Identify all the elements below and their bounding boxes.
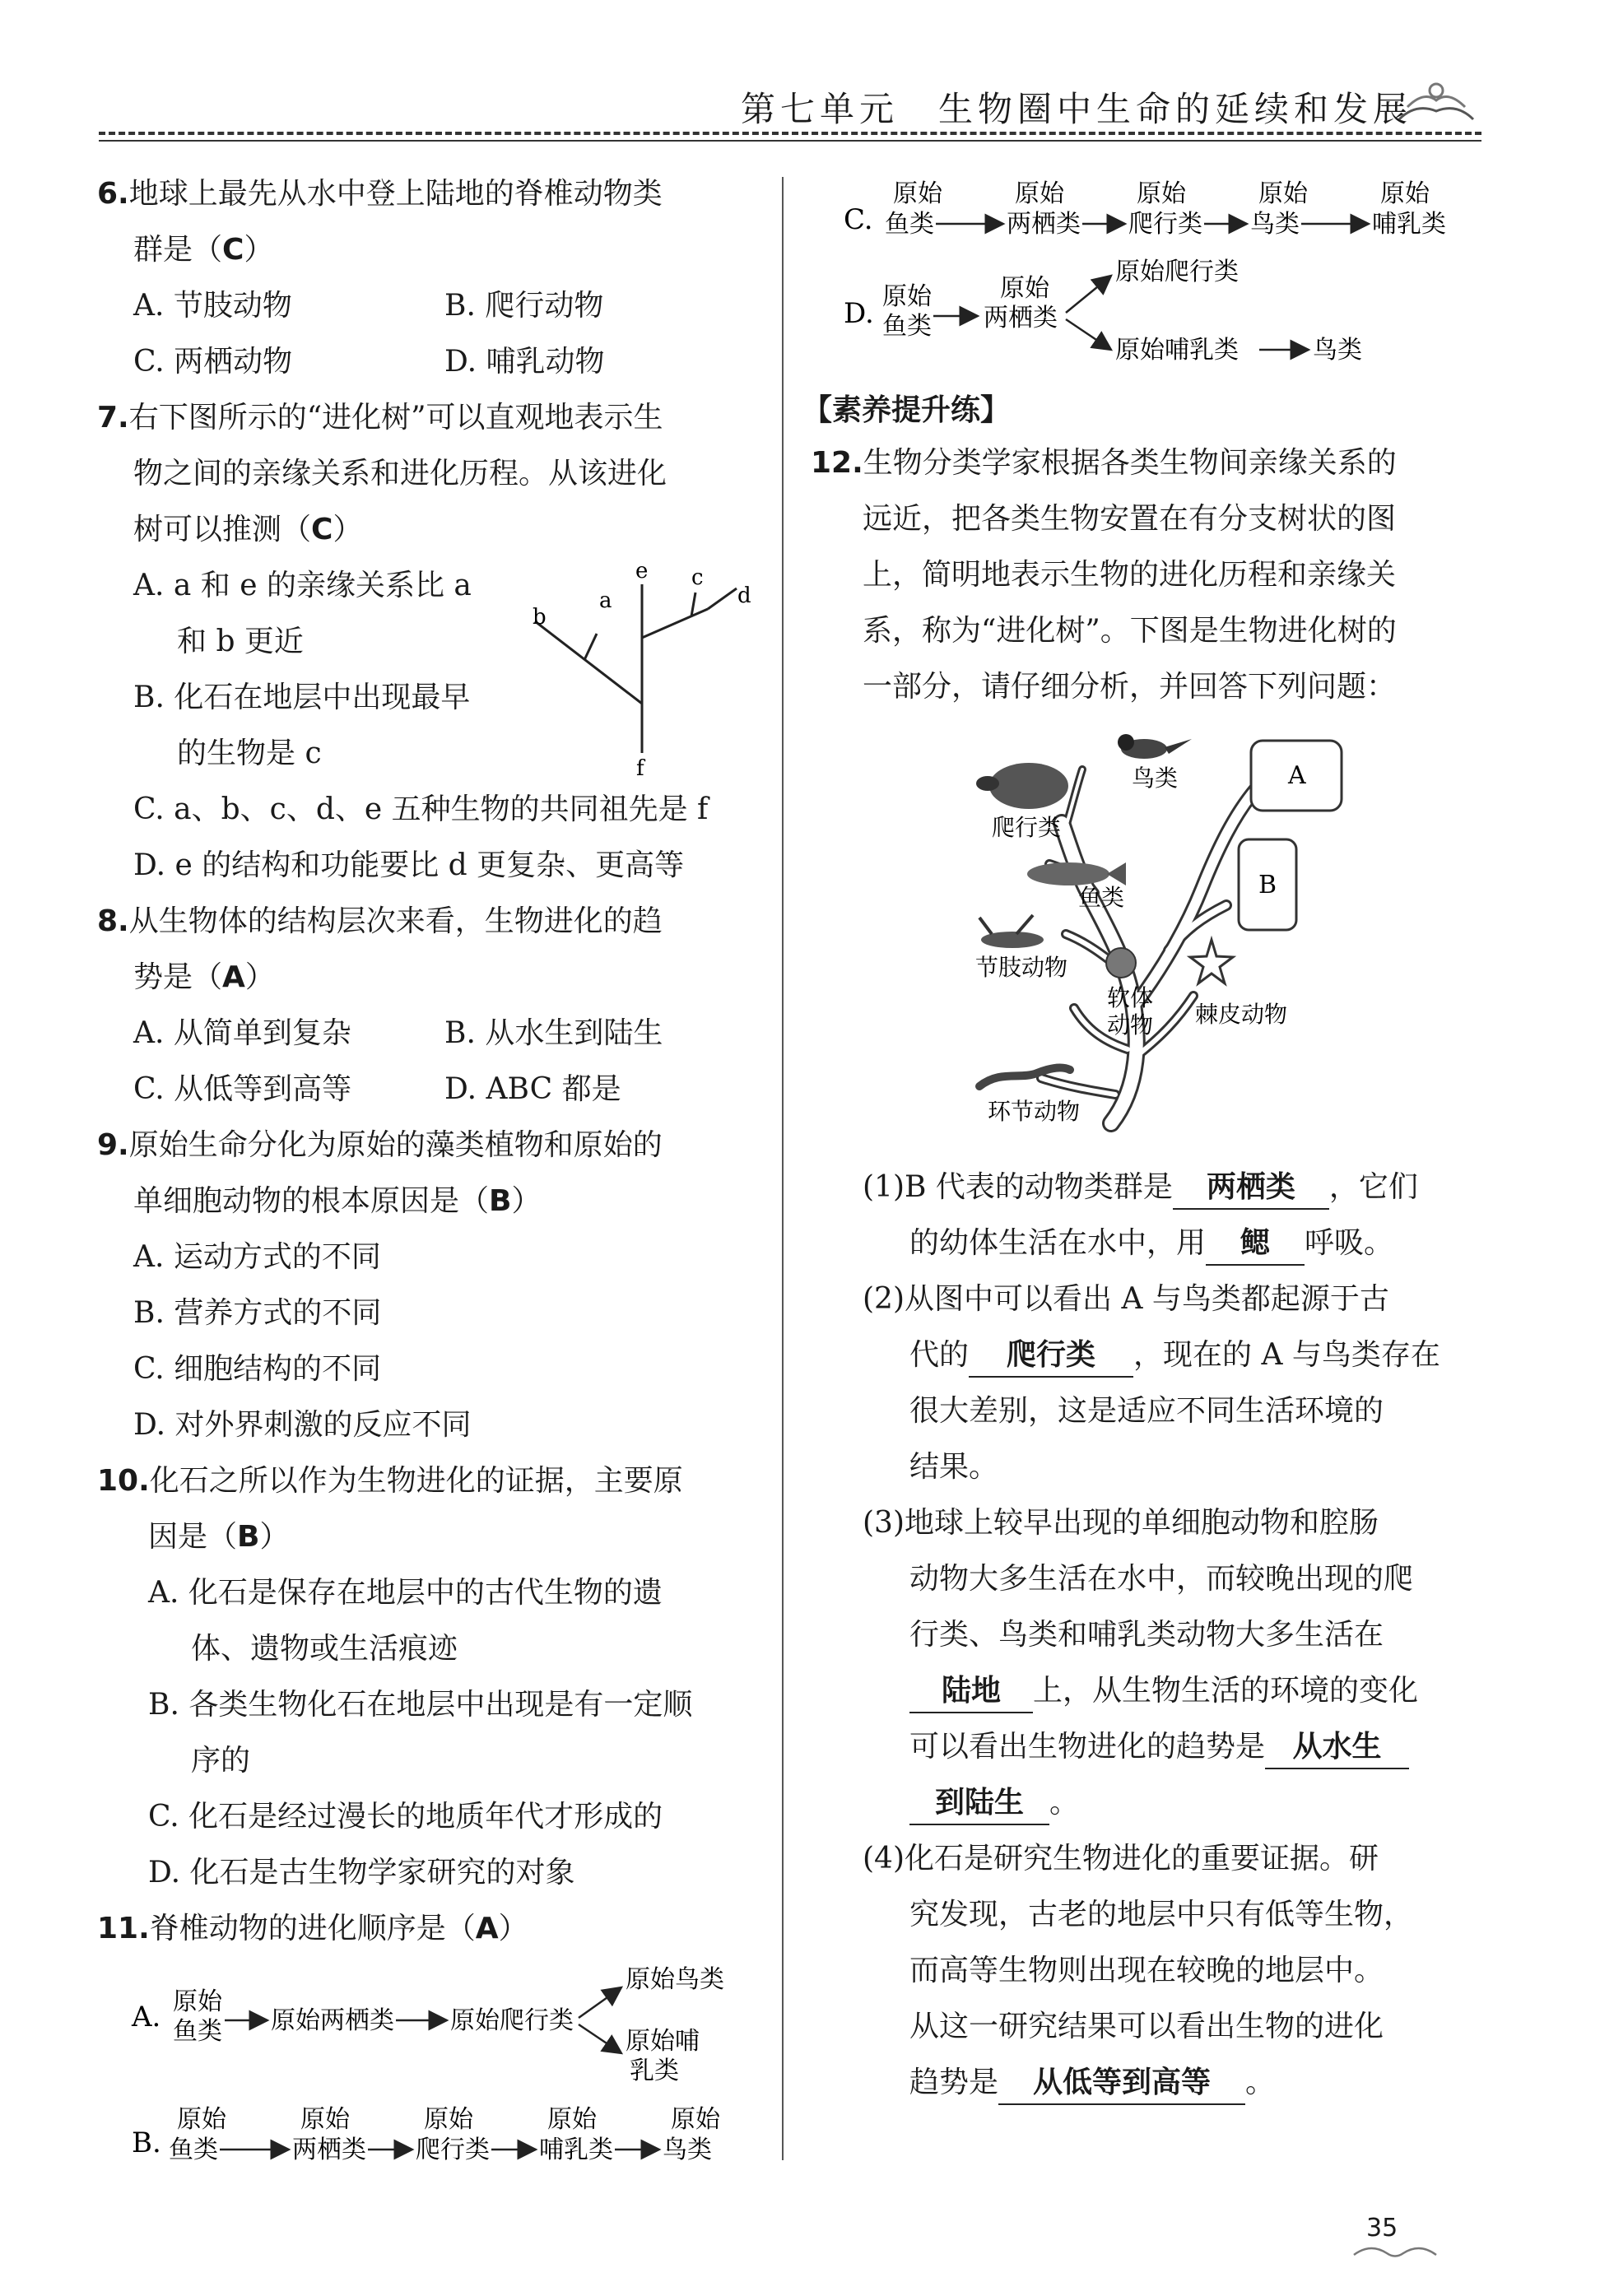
q11c-node-1-top: 原始: [893, 179, 942, 208]
turtle-icon: [976, 763, 1068, 809]
q11c-node-3-bottom: 爬行类: [1128, 210, 1202, 239]
q11d-lower-branch: 原始哺乳类: [1115, 336, 1239, 365]
q12-part-3: (3)地球上较早出现的单细胞动物和腔肠: [863, 1506, 1379, 1540]
question-7-stem-3: 树可以推测（C）: [133, 513, 363, 546]
q9-option-c: C. 细胞结构的不同: [133, 1352, 382, 1386]
q7-option-d: D. e 的结构和功能要比 d 更复杂、更高等: [133, 848, 685, 882]
question-10-stem-2: 因是（B）: [148, 1520, 290, 1554]
q12-part-4: (4)化石是研究生物进化的重要证据。研: [863, 1842, 1379, 1875]
q11c-node-5-top: 原始: [1380, 179, 1430, 208]
q7-evolution-tree-diagram: [519, 560, 765, 782]
q7-option-a: A. a 和 e 的亲缘关系比 a: [133, 569, 472, 602]
question-11: 11.脊椎动物的进化顺序是（A）: [97, 1912, 528, 1945]
q11a-node-2: 原始两栖类: [271, 2006, 394, 2035]
q11a-lower-branch-2: 乳类: [630, 2057, 679, 2082]
question-12-stem-4: 系，称为“进化树”。下图是生物进化树的: [863, 614, 1397, 648]
label-ruan-2: 动物: [1107, 1011, 1154, 1039]
q11b-node-3-top: 原始: [424, 2105, 473, 2134]
question-12-stem-5: 一部分，请仔细分析，并回答下列问题：: [863, 670, 1397, 704]
q11b-node-5-top: 原始: [671, 2105, 720, 2134]
header-dashed-rule: [99, 132, 1481, 135]
q11-option-a-diagram: [128, 1959, 753, 2082]
q12-blank-5b[interactable]: 到陆生: [909, 1782, 1049, 1825]
q11a-node-1-bottom: 鱼类: [173, 2017, 222, 2046]
q8-option-c: C. 从低等到高等: [133, 1072, 352, 1106]
question-7: 7.右下图所示的“进化树”可以直观地表示生: [97, 401, 663, 435]
q10-option-c: C. 化石是经过漫长的地质年代才形成的: [148, 1800, 663, 1834]
q11a-node-1-top: 原始: [173, 1987, 222, 2016]
q11-option-c-letter: C.: [844, 203, 873, 236]
q11c-node-3-top: 原始: [1137, 179, 1186, 208]
q12-part-1: (1)B 代表的动物类群是 两栖类 ，它们: [863, 1160, 1418, 1215]
q12-part-2-line-2: 代的 爬行类 ，现在的 A 与鸟类存在: [909, 1328, 1440, 1383]
q12-part-3-line-4: 陆地 上，从生物生活的环境的变化: [909, 1664, 1418, 1718]
question-9-stem-2: 单细胞动物的根本原因是（B）: [133, 1184, 542, 1218]
q11d-node-2-bottom: 两栖类: [984, 304, 1058, 332]
q12-part-4-line-3: 而高等生物则出现在较晚的地层中。: [909, 1954, 1384, 1987]
q11d-lower-branch-end: 鸟类: [1313, 336, 1362, 365]
q11c-node-4-bottom: 鸟类: [1250, 210, 1300, 239]
q6-option-d: D. 哺乳动物: [444, 345, 605, 379]
answer-7: C: [311, 513, 333, 546]
q11d-upper-branch: 原始爬行类: [1115, 258, 1239, 286]
q12-part-4-line-2: 究发现，古老的地层中只有低等生物，: [909, 1898, 1414, 1931]
q10-option-b: B. 各类生物化石在地层中出现是有一定顺: [148, 1688, 693, 1722]
q12-part-1-line-2: 的幼体生活在水中，用 鳃 呼吸。: [909, 1216, 1393, 1271]
shell-icon: [1106, 948, 1136, 978]
q11d-node-1-bottom: 鱼类: [882, 312, 932, 341]
q11b-node-4-bottom: 哺乳类: [539, 2136, 613, 2164]
tree-label-a: a: [599, 588, 612, 613]
q10-option-a: A. 化石是保存在地层中的古代生物的遗: [148, 1576, 663, 1610]
page-number: 35: [1366, 2214, 1398, 2243]
q10-option-b-cont: 序的: [191, 1744, 251, 1778]
question-8: 8.从生物体的结构层次来看，生物进化的趋: [97, 904, 663, 938]
q11b-node-2-top: 原始: [300, 2105, 350, 2134]
question-6-stem-2: 群是（C）: [133, 233, 274, 267]
q12-blank-3[interactable]: 爬行类: [969, 1335, 1133, 1378]
q6-option-b: B. 爬行动物: [444, 289, 604, 323]
q12-part-4-line-4: 从这一研究结果可以看出生物的进化: [909, 2010, 1384, 2043]
box-a-label: A: [1288, 761, 1306, 790]
q11-option-d-letter: D.: [844, 297, 874, 330]
grasshopper-icon: [979, 915, 1044, 948]
q8-option-a: A. 从简单到复杂: [133, 1016, 351, 1050]
question-12-stem-3: 上，简明地表示生物的进化历程和亲缘关: [863, 558, 1397, 592]
header-ornament-icon: [1391, 74, 1481, 132]
fish-icon: [1027, 862, 1126, 885]
q10-option-d: D. 化石是古生物学家研究的对象: [148, 1856, 575, 1889]
question-12: 12.生物分类学家根据各类生物间亲缘关系的: [811, 446, 1397, 480]
question-12-stem-2: 远近，把各类生物安置在有分支树状的图: [863, 502, 1397, 536]
q11b-node-5-bottom: 鸟类: [663, 2136, 712, 2164]
label-huanjie: 环节动物: [988, 1098, 1081, 1125]
tree-label-f: f: [636, 756, 644, 781]
q12-part-3-line-5: 可以看出生物进化的趋势是 从水生: [909, 1720, 1409, 1774]
tree-label-d: d: [737, 583, 751, 608]
label-jipi: 棘皮动物: [1195, 1001, 1288, 1028]
label-jiezhi: 节肢动物: [975, 954, 1068, 981]
q11a-node-3: 原始爬行类: [450, 2006, 574, 2035]
tree-label-e: e: [635, 560, 649, 583]
q12-part-2: (2)从图中可以看出 A 与鸟类都起源于古: [863, 1282, 1389, 1316]
label-pa: 爬行类: [992, 814, 1062, 841]
q12-evolution-tree-figure: [971, 724, 1399, 1152]
box-b-label: B: [1258, 871, 1277, 899]
q9-option-a: A. 运动方式的不同: [133, 1240, 381, 1274]
q9-option-d: D. 对外界刺激的反应不同: [133, 1408, 472, 1442]
q7-option-c: C. a、b、c、d、e 五种生物的共同祖先是 f: [133, 792, 709, 826]
q11b-node-1-top: 原始: [177, 2105, 226, 2134]
q12-part-3-line-3: 行类、鸟类和哺乳类动物大多生活在: [909, 1618, 1384, 1652]
tree-label-c: c: [691, 565, 704, 590]
q6-option-a: A. 节肢动物: [133, 289, 292, 323]
q12-blank-5a[interactable]: 从水生: [1265, 1727, 1409, 1769]
label-yu: 鱼类: [1078, 884, 1125, 911]
q11a-lower-branch-1: 原始哺: [626, 2027, 700, 2056]
question-10: 10.化石之所以作为生物进化的证据，主要原: [97, 1464, 683, 1498]
bird-icon: [1118, 734, 1192, 759]
q11-option-b-diagram: [128, 2090, 753, 2173]
tree-label-b: b: [533, 605, 547, 630]
q11d-node-1-top: 原始: [882, 282, 932, 311]
q12-part-2-line-3: 很大差别，这是适应不同生活环境的: [909, 1394, 1384, 1428]
q7-option-b: B. 化石在地层中出现最早: [133, 681, 471, 714]
q11b-node-3-bottom: 爬行类: [416, 2136, 490, 2164]
label-niao: 鸟类: [1132, 765, 1179, 792]
header-solid-rule: [99, 140, 1481, 142]
q11-option-a-letter: A.: [132, 2001, 161, 2033]
q12-part-4-line-5: 趋势是 从低等到高等 。: [909, 2056, 1275, 2110]
q12-blank-1[interactable]: 两栖类: [1173, 1167, 1329, 1210]
column-divider: [782, 177, 784, 2160]
q11d-node-2-top: 原始: [1000, 274, 1049, 303]
question-8-stem-2: 势是（A）: [133, 960, 275, 994]
q11c-node-2-top: 原始: [1015, 179, 1064, 208]
q11c-node-4-top: 原始: [1258, 179, 1308, 208]
answer-9: B: [489, 1184, 512, 1218]
label-ruan-1: 软体: [1107, 984, 1154, 1011]
q11b-node-1-bottom: 鱼类: [169, 2136, 218, 2164]
q12-part-3-line-2: 动物大多生活在水中，而较晚出现的爬: [909, 1562, 1414, 1596]
answer-10: B: [237, 1520, 260, 1554]
answer-6: C: [222, 233, 244, 267]
q6-option-c: C. 两栖动物: [133, 345, 293, 379]
q11b-node-4-top: 原始: [547, 2105, 597, 2134]
unit-header-title: 第七单元 生物圈中生命的延续和发展: [741, 89, 1413, 129]
q11c-node-2-bottom: 两栖类: [1007, 210, 1081, 239]
q11a-upper-branch: 原始鸟类: [626, 1965, 724, 1994]
q11c-node-5-bottom: 哺乳类: [1372, 210, 1446, 239]
section-title: 【素养提升练】: [802, 393, 1011, 427]
q8-option-b: B. 从水生到陆生: [444, 1016, 663, 1050]
q7-option-b-cont: 的生物是 c: [177, 737, 322, 770]
question-9: 9.原始生命分化为原始的藻类植物和原始的: [97, 1128, 663, 1162]
q12-blank-2[interactable]: 鳃: [1206, 1223, 1305, 1266]
q12-part-2-line-4: 结果。: [909, 1450, 999, 1484]
q11-option-b-letter: B.: [132, 2126, 161, 2159]
q11c-node-1-bottom: 鱼类: [885, 210, 934, 239]
answer-8: A: [222, 960, 245, 994]
question-6: 6.地球上最先从水中登上陆地的脊椎动物类: [97, 177, 663, 211]
q12-blank-6[interactable]: 从低等到高等: [998, 2062, 1245, 2105]
q8-option-d: D. ABC 都是: [444, 1072, 621, 1106]
q12-blank-4[interactable]: 陆地: [909, 1671, 1033, 1713]
q11-option-c-diagram: [840, 173, 1498, 255]
question-7-stem-2: 物之间的亲缘关系和进化历程。从该进化: [133, 457, 667, 490]
q11-option-d-diagram: [840, 247, 1498, 379]
q9-option-b: B. 营养方式的不同: [133, 1296, 382, 1330]
starfish-icon: [1190, 940, 1233, 983]
q7-option-a-cont: 和 b 更近: [177, 625, 304, 658]
q12-part-3-line-6: 到陆生 。: [909, 1776, 1079, 1830]
answer-11: A: [475, 1912, 499, 1945]
q11b-node-2-bottom: 两栖类: [292, 2136, 366, 2164]
q10-option-a-cont: 体、遗物或生活痕迹: [191, 1632, 458, 1666]
